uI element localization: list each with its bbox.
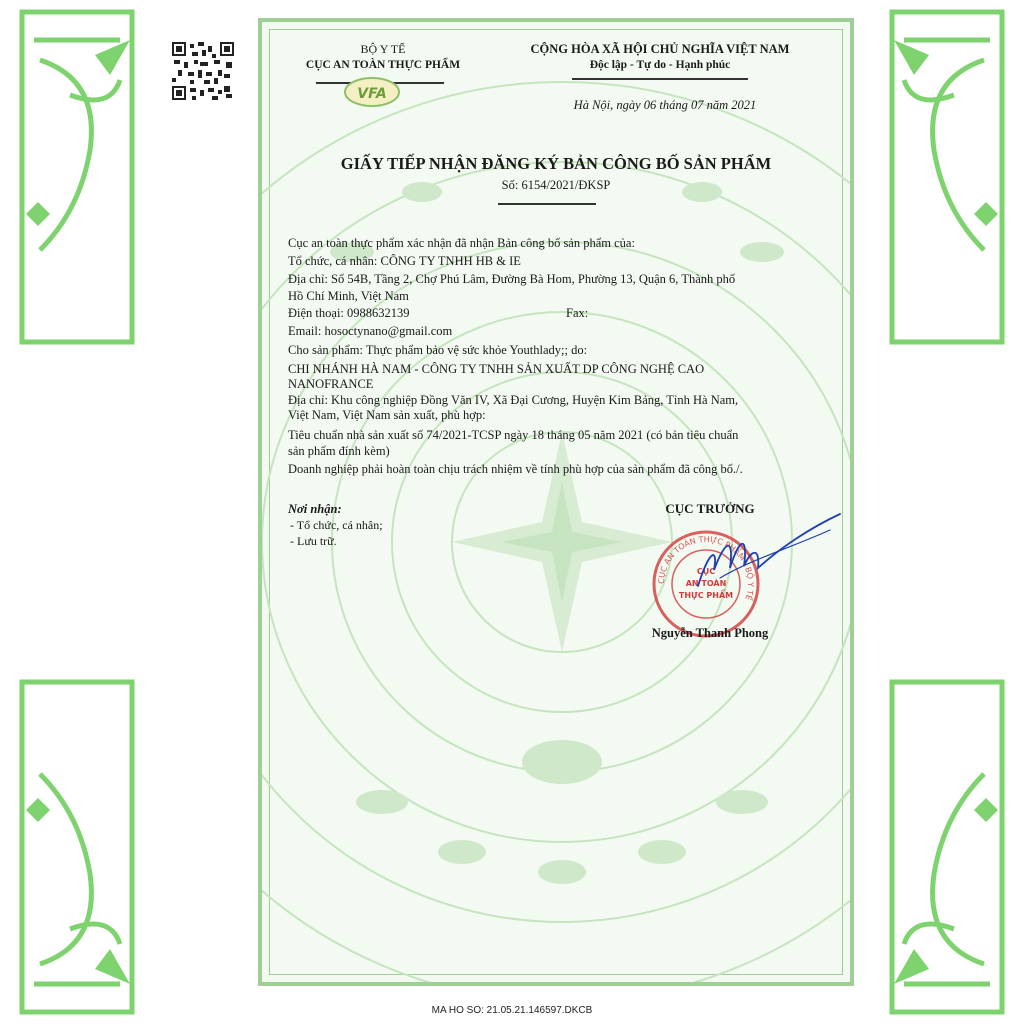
vfa-logo: [343, 76, 401, 108]
body-line-standard2: sản phẩm đính kèm): [288, 444, 390, 458]
recipients-heading: Nơi nhận:: [288, 502, 342, 516]
dossier-code: MA HO SO: 21.05.21.146597.DKCB: [431, 1005, 593, 1016]
country-name: CỘNG HÒA XÃ HỘI CHỦ NGHĨA VIỆT NAM: [530, 42, 790, 56]
body-line-address2: Hồ Chí Minh, Việt Nam: [288, 289, 409, 303]
department-name: CỤC AN TOÀN THỰC PHẨM: [305, 59, 461, 71]
motto: Độc lập - Tự do - Hạnh phúc: [589, 59, 731, 71]
recipient-item: - Tổ chức, cá nhân;: [290, 518, 383, 532]
body-line-org: Tổ chức, cá nhân: CÔNG TY TNHH HB & IE: [288, 254, 521, 268]
signer-name: Nguyễn Thanh Phong: [651, 626, 769, 640]
body-line-maker-address2: Việt Nam, Việt Nam sản xuất, phù hợp:: [288, 408, 486, 422]
body-line-address1: Địa chỉ: Số 54B, Tầng 2, Chợ Phú Lâm, Đường Bà Hom, Phường 13, Quận 6, Thành phố: [288, 272, 736, 286]
body-line-phone: Điện thoại: 0988632139: [288, 306, 410, 320]
body-line-responsibility: Doanh nghiệp phải hoàn toàn chịu trách nhiệm về tính phù hợp của sản phẩm đã công bố./.: [288, 462, 743, 476]
body-line-maker-address1: Địa chỉ: Khu công nghiệp Đồng Văn IV, Xã Đại Cương, Huyện Kim Bảng, Tỉnh Hà Nam,: [288, 393, 739, 407]
body-line-email: Email: hosoctynano@gmail.com: [288, 324, 453, 338]
body-line-maker1: CHI NHÁNH HÀ NAM - CÔNG TY TNHH SẢN XUẤT DP CÔNG NGHỆ CAO: [288, 362, 705, 376]
recipient-item: - Lưu trữ.: [290, 534, 337, 548]
stamp-center-line: AN TOÀN: [685, 579, 727, 588]
stamp-center-line: THỰC PHẨM: [678, 591, 734, 600]
signer-title: CỤC TRƯỞNG: [665, 501, 755, 516]
stamp-ring-text: CỤC AN TOÀN THỰC PHẨM · BỘ Y TẾ: [656, 534, 756, 602]
motto-underline: [572, 78, 748, 80]
right-ornament-panel: [872, 0, 1024, 1024]
document-number: Số: 6154/2021/ĐKSP: [501, 178, 611, 192]
document-title: GIẤY TIẾP NHẬN ĐĂNG KÝ BẢN CÔNG BỐ SẢN PHẨM: [340, 154, 772, 173]
vfa-logo-text: VFA: [357, 86, 387, 102]
issue-date: Hà Nội, ngày 06 tháng 07 năm 2021: [573, 98, 757, 112]
number-underline: [498, 203, 596, 205]
handwritten-signature: [680, 508, 850, 598]
body-line-fax: Fax:: [566, 306, 589, 320]
ministry-name: BỘ Y TẾ: [360, 42, 406, 56]
body-line-product: Cho sản phẩm: Thực phẩm bảo vệ sức khỏe Youthlady;; do:: [288, 343, 588, 357]
body-line-intro: Cục an toàn thực phẩm xác nhận đã nhận Bản công bố sản phẩm của:: [288, 236, 635, 250]
stamp-center-line: CỤC: [696, 567, 716, 576]
qr-code-icon: [172, 42, 234, 100]
body-line-maker2: NANOFRANCE: [288, 377, 374, 391]
left-vine-ornament: [0, 0, 152, 1024]
body-line-standard1: Tiêu chuẩn nhà sản xuất số 74/2021-TCSP ngày 18 tháng 05 năm 2021 (có bản tiêu chuẩn: [288, 428, 739, 442]
left-ornament-panel: [0, 0, 152, 1024]
right-vine-ornament: [872, 0, 1024, 1024]
